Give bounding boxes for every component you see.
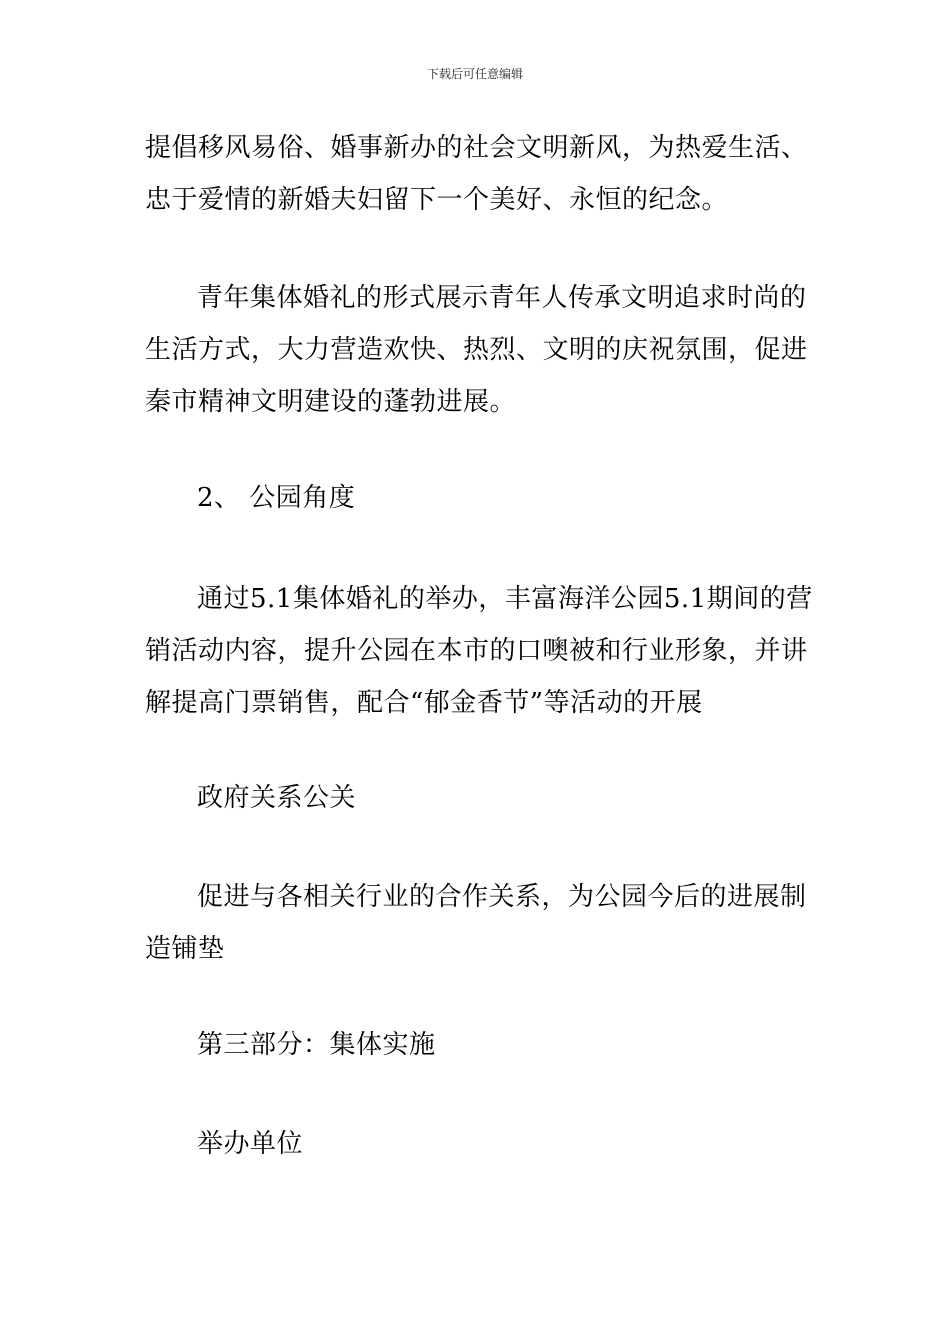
section-heading-government-relations: [145, 772, 807, 824]
section-heading-park-angle: [145, 472, 807, 524]
section-heading-organizer: [145, 1118, 807, 1170]
paragraph-line: 青年集体婚礼的形式展示青年人传承文明追求时尚的: [197, 283, 807, 313]
paragraph-intro: [145, 122, 807, 226]
heading-line: 政府关系公关: [197, 783, 357, 813]
heading-line: 举办单位: [197, 1129, 304, 1159]
heading-line: 2、 公园角度: [197, 483, 356, 513]
paragraph-park-marketing: [145, 573, 813, 729]
paragraph-line: 忠于爱情的新婚夫妇留下一个美好、永恒的纪念。: [145, 185, 729, 215]
paragraph-line: 造铺垫: [145, 934, 225, 964]
page-header: 下载后可任意编辑: [426, 67, 523, 81]
paragraph-line: 销活动内容，提升公园在本市的口噢被和行业形象，并讲: [145, 636, 808, 666]
paragraph-line: 生活方式，大力营造欢快、热烈、文明的庆祝氛围，促进: [145, 335, 808, 365]
paragraph-line: 秦市精神文明建设的蓬勃进展。: [145, 387, 517, 417]
paragraph-line: 促进与各相关行业的合作关系，为公园今后的进展制: [197, 882, 807, 912]
paragraph-cooperation: [145, 871, 807, 975]
paragraph-line: 解提高门票销售，配合“郁金香节”等活动的开展: [145, 688, 703, 718]
heading-line: 第三部分：集体实施: [197, 1030, 436, 1060]
paragraph-youth-wedding: [145, 272, 807, 428]
paragraph-line: 通过5.1集体婚礼的举办，丰富海洋公园5.1期间的营: [197, 584, 813, 614]
section-heading-part-three: [145, 1019, 807, 1071]
paragraph-line: 提倡移风易俗、婚事新办的社会文明新风，为热爱生活、: [145, 133, 808, 163]
